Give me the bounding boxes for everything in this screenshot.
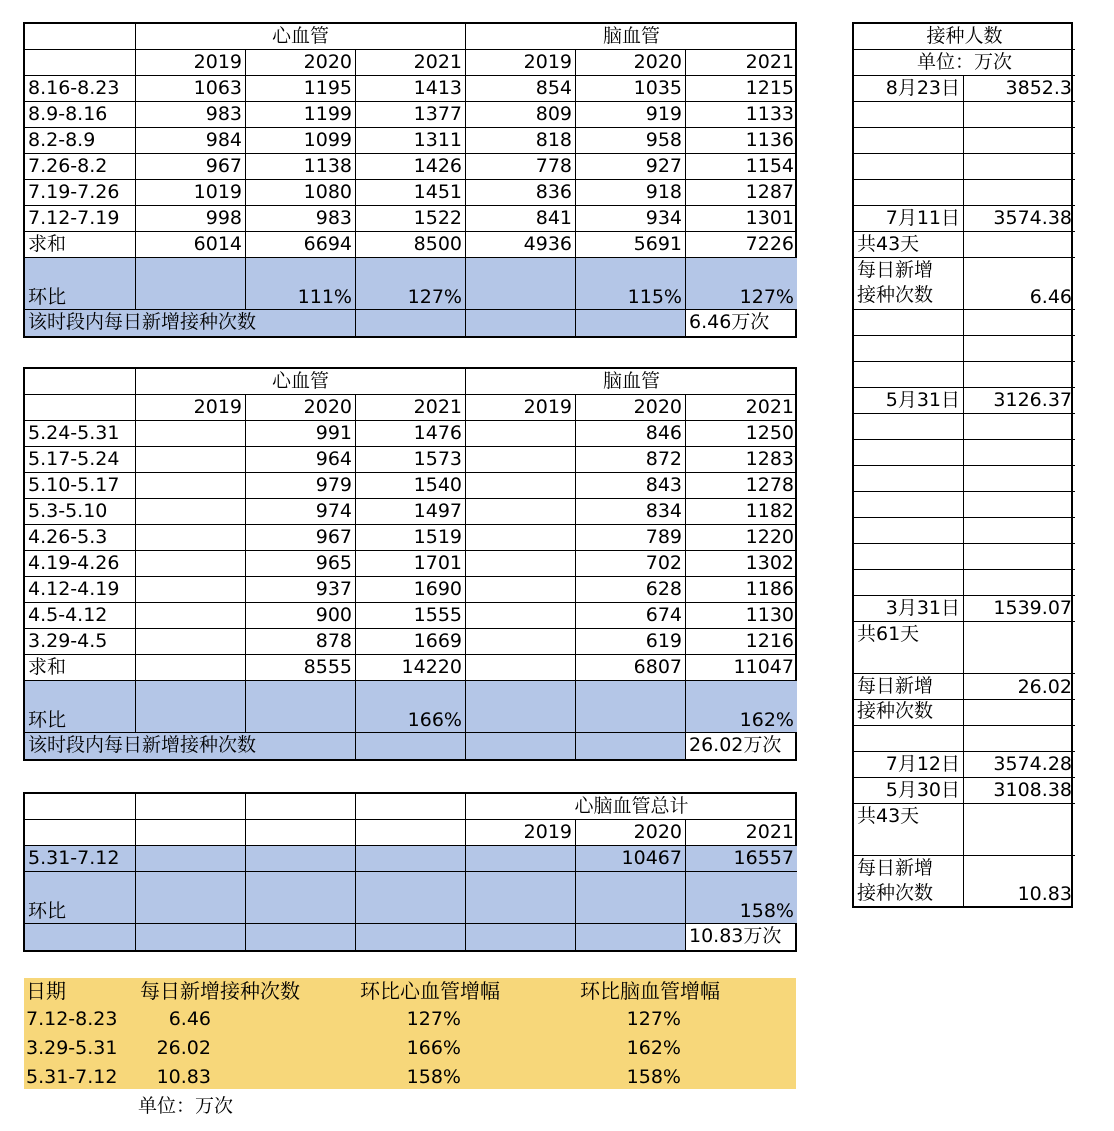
table-cell: 1413 [356,76,466,102]
year-header: 2021 [686,50,797,76]
table-cell [466,629,576,655]
row-label: 4.26-5.3 [25,525,136,551]
ratio-cell: 111% [246,258,356,310]
blank-cell [466,846,576,872]
blank-cell [25,820,136,846]
table-cell [136,577,246,603]
table-cell: 1154 [686,154,797,180]
row-label: 8.16-8.23 [25,76,136,102]
table-cell: 974 [246,499,356,525]
group-header: 心血管 [136,369,466,395]
blank-cell [246,872,356,924]
table-cell: 778 [466,154,576,180]
table-cell: 1377 [356,102,466,128]
row-label: 5.24-5.31 [25,421,136,447]
summary-header: 环比脑血管增幅 [580,979,720,1003]
row-label: 5.17-5.24 [25,447,136,473]
table-cardio-cerebro-spring [23,367,797,761]
row-label: 4.5-4.12 [25,603,136,629]
table-cell: 1182 [686,499,797,525]
side-value: 3126.37 [964,388,1075,414]
year-header: 2021 [686,820,797,846]
blank-cell [136,846,246,872]
blank-cell [576,924,686,950]
blank-cell [356,733,466,759]
ratio-cell [136,681,246,733]
table-cell: 818 [466,128,576,154]
table-cell: 789 [576,525,686,551]
year-header: 2020 [576,820,686,846]
ratio-cell: 127% [356,258,466,310]
side-value: 26.02 [964,674,1075,700]
side-value: 3852.3 [964,76,1075,102]
row-label: 8.2-8.9 [25,128,136,154]
table-cell: 919 [576,102,686,128]
table-cell: 843 [576,473,686,499]
sum-cell [136,655,246,681]
year-header: 2021 [356,395,466,421]
row-label: 4.19-4.26 [25,551,136,577]
blank-cell [136,820,246,846]
side-label: 每日新增 接种次数 [854,258,964,310]
side-value [964,154,1075,180]
table-cell [136,447,246,473]
table-cell: 846 [576,421,686,447]
ratio-cell [576,681,686,733]
side-label [854,544,964,570]
ratio-cell [246,681,356,733]
sum-label: 求和 [25,232,136,258]
table-cell: 1136 [686,128,797,154]
table-cell: 878 [246,629,356,655]
ratio-cell: 158% [686,872,797,924]
group-header: 脑血管 [466,24,797,50]
table-cell: 1476 [356,421,466,447]
blank-cell [246,794,356,820]
table-cell: 1522 [356,206,466,232]
sum-cell: 5691 [576,232,686,258]
table-cell: 1220 [686,525,797,551]
side-value [964,310,1075,336]
table-cell: 841 [466,206,576,232]
year-header: 2021 [686,395,797,421]
side-unit: 单位：万次 [854,50,1075,76]
table-cell: 979 [246,473,356,499]
table-cell [136,499,246,525]
table-cell: 1250 [686,421,797,447]
table-cell [136,421,246,447]
side-value: 6.46 [964,258,1075,310]
table-cell: 934 [576,206,686,232]
side-value: 3574.28 [964,752,1075,778]
side-value: 1539.07 [964,596,1075,622]
header-blank [25,24,136,50]
side-label [854,128,964,154]
table-cell [466,447,576,473]
side-value [964,180,1075,206]
row-label: 3.29-4.5 [25,629,136,655]
ratio-cell: 115% [576,258,686,310]
summary-header: 日期 [26,979,66,1003]
table-cell: 809 [466,102,576,128]
year-header: 2020 [246,50,356,76]
side-value [964,102,1075,128]
table-cell: 991 [246,421,356,447]
summary-header: 环比心血管增幅 [360,979,500,1003]
sum-cell: 6694 [246,232,356,258]
side-label: 8月23日 [854,76,964,102]
ratio-label: 环比 [25,872,136,924]
total-2021: 16557 [686,846,797,872]
header-blank [25,50,136,76]
side-value [964,570,1075,596]
side-label [854,102,964,128]
row-label: 7.26-8.2 [25,154,136,180]
table-cell: 1278 [686,473,797,499]
table-cell: 983 [246,206,356,232]
year-header: 2019 [466,395,576,421]
summary-cell: 127% [406,1008,461,1030]
table-cell: 1540 [356,473,466,499]
side-label [854,726,964,752]
side-label: 5月31日 [854,388,964,414]
table-cell: 1130 [686,603,797,629]
side-value [964,544,1075,570]
summary-cell: 158% [626,1066,681,1088]
ratio-label: 环比 [25,258,136,310]
summary-cell: 127% [626,1008,681,1030]
blank-cell [466,733,576,759]
blank-cell [246,846,356,872]
side-value [964,362,1075,388]
side-value [964,336,1075,362]
ratio-cell [136,258,246,310]
table-cell: 872 [576,447,686,473]
table-cell: 900 [246,603,356,629]
table-cell: 1133 [686,102,797,128]
table-cell: 836 [466,180,576,206]
summary-cell: 162% [626,1037,681,1059]
table-cell [136,603,246,629]
year-header: 2020 [576,50,686,76]
side-label: 5月30日 [854,778,964,804]
table-cell: 967 [246,525,356,551]
table-cell [466,473,576,499]
table-cell [466,499,576,525]
summary-header: 每日新增接种次数 [140,979,300,1003]
table-cell: 1283 [686,447,797,473]
header-blank [25,369,136,395]
table-cell: 1701 [356,551,466,577]
table-cell [466,603,576,629]
blank-cell [576,872,686,924]
row-label: 7.12-7.19 [25,206,136,232]
table-cell: 1426 [356,154,466,180]
blank-cell [356,820,466,846]
blank-cell [356,872,466,924]
table-cell: 1519 [356,525,466,551]
table-cell: 1080 [246,180,356,206]
side-label: 3月31日 [854,596,964,622]
table-cell: 984 [136,128,246,154]
row-label: 8.9-8.16 [25,102,136,128]
summary-cell: 158% [406,1066,461,1088]
table-cell: 628 [576,577,686,603]
blank-cell [25,924,136,950]
blank-cell [576,310,686,336]
row-label: 4.12-4.19 [25,577,136,603]
blank-cell [25,794,136,820]
year-header: 2019 [136,50,246,76]
year-header: 2021 [356,50,466,76]
row-label: 5.3-5.10 [25,499,136,525]
summary-cell: 26.02 [156,1037,211,1059]
table-cell: 854 [466,76,576,102]
summary-date: 5.31-7.12 [26,1066,118,1088]
side-value: 3108.38 [964,778,1075,804]
row-label: 5.10-5.17 [25,473,136,499]
ratio-cell: 127% [686,258,797,310]
side-label [854,466,964,492]
side-value [964,700,1075,726]
daily-value: 26.02万次 [689,734,782,756]
table-cell: 983 [136,102,246,128]
side-label [854,700,964,726]
side-value [964,726,1075,752]
year-header: 2020 [576,395,686,421]
table-cell: 1216 [686,629,797,655]
side-label: 7月11日 [854,206,964,232]
table-cell [136,525,246,551]
table-cell: 958 [576,128,686,154]
table-cell [136,473,246,499]
side-vaccination-table [852,22,1073,908]
side-value [964,414,1075,440]
table-cell [466,525,576,551]
side-value [964,622,1075,674]
total-2020: 10467 [576,846,686,872]
table-cell: 1199 [246,102,356,128]
table-total [23,792,797,952]
sum-cell: 8555 [246,655,356,681]
table-cell: 998 [136,206,246,232]
side-value [964,440,1075,466]
table-cell: 1215 [686,76,797,102]
side-value [964,232,1075,258]
sum-cell: 4936 [466,232,576,258]
blank-cell [356,794,466,820]
table-cell: 1451 [356,180,466,206]
table-cell: 1301 [686,206,797,232]
side-value [964,492,1075,518]
total-title: 心脑血管总计 [466,794,797,820]
table-cell: 834 [576,499,686,525]
sum-cell: 6807 [576,655,686,681]
ratio-cell [466,258,576,310]
side-value [964,804,1075,856]
table-cell: 1497 [356,499,466,525]
row-label: 7.19-7.26 [25,180,136,206]
blank-cell [136,794,246,820]
table-cell: 1099 [246,128,356,154]
table-cell: 1669 [356,629,466,655]
side-label [854,492,964,518]
side-label [854,518,964,544]
table-cell: 1573 [356,447,466,473]
side-label: 每日新增 接种次数 [854,674,964,700]
table-cell: 927 [576,154,686,180]
side-label [854,336,964,362]
blank-cell [136,924,246,950]
side-label: 共43天 [854,232,964,258]
sum-cell: 6014 [136,232,246,258]
table-cell [136,629,246,655]
side-value: 3574.38 [964,206,1075,232]
side-title: 接种人数 [854,24,1075,50]
table-cell: 1186 [686,577,797,603]
blank-cell [136,872,246,924]
ratio-cell [466,681,576,733]
summary-date: 7.12-8.23 [26,1008,118,1030]
table-cell [466,421,576,447]
ratio-cell: 162% [686,681,797,733]
year-header: 2020 [246,395,356,421]
year-header: 2019 [466,820,576,846]
side-value: 10.83 [1017,883,1072,905]
ratio-cell: 166% [356,681,466,733]
side-label [854,440,964,466]
sum-cell [466,655,576,681]
blank-cell [466,924,576,950]
side-label [854,414,964,440]
table-cell: 1019 [136,180,246,206]
table-cell: 1690 [356,577,466,603]
summary-date: 3.29-5.31 [26,1037,118,1059]
sum-cell: 8500 [356,232,466,258]
sum-cell: 14220 [356,655,466,681]
side-value [964,128,1075,154]
summary-cell: 10.83 [156,1066,211,1088]
table-cell [466,551,576,577]
blank-cell [246,924,356,950]
table-cell: 967 [136,154,246,180]
side-value [964,518,1075,544]
sum-cell: 7226 [686,232,797,258]
table-cell: 702 [576,551,686,577]
blank-cell [356,924,466,950]
side-label [854,154,964,180]
table-cell: 1138 [246,154,356,180]
table-cell: 918 [576,180,686,206]
blank-cell [356,846,466,872]
side-label: 共43天 [854,804,964,856]
summary-cell: 6.46 [168,1008,211,1030]
side-value [964,466,1075,492]
daily-label: 该时段内每日新增接种次数 [25,733,356,759]
blank-cell [576,733,686,759]
daily-value: 10.83万次 [689,925,782,947]
blank-cell [466,310,576,336]
side-label [854,362,964,388]
side-label: 7月12日 [854,752,964,778]
table-cell: 1555 [356,603,466,629]
blank-cell [246,820,356,846]
summary-unit: 单位：万次 [138,1095,234,1117]
table-cell: 964 [246,447,356,473]
period-label: 5.31-7.12 [25,846,136,872]
side-label [854,180,964,206]
side-label: 每日新增 接种次数 [854,856,964,906]
sum-label: 求和 [25,655,136,681]
table-cardio-cerebro-aug [23,22,797,338]
table-cell: 937 [246,577,356,603]
side-label: 共61天 [854,622,964,674]
table-cell: 1195 [246,76,356,102]
daily-label: 该时段内每日新增接种次数 [25,310,356,336]
ratio-label: 环比 [25,681,136,733]
side-label [854,570,964,596]
year-header: 2019 [466,50,576,76]
group-header: 心血管 [136,24,466,50]
summary-cell: 166% [406,1037,461,1059]
group-header: 脑血管 [466,369,797,395]
table-cell: 674 [576,603,686,629]
daily-value: 6.46万次 [689,311,770,333]
blank-cell [356,310,466,336]
table-cell: 1035 [576,76,686,102]
table-cell [466,577,576,603]
table-cell: 965 [246,551,356,577]
table-cell: 1311 [356,128,466,154]
blank-cell [466,872,576,924]
header-blank [25,395,136,421]
side-label [854,310,964,336]
table-cell: 619 [576,629,686,655]
sum-cell: 11047 [686,655,797,681]
table-cell [136,551,246,577]
year-header: 2019 [136,395,246,421]
table-cell: 1063 [136,76,246,102]
table-cell: 1287 [686,180,797,206]
table-cell: 1302 [686,551,797,577]
